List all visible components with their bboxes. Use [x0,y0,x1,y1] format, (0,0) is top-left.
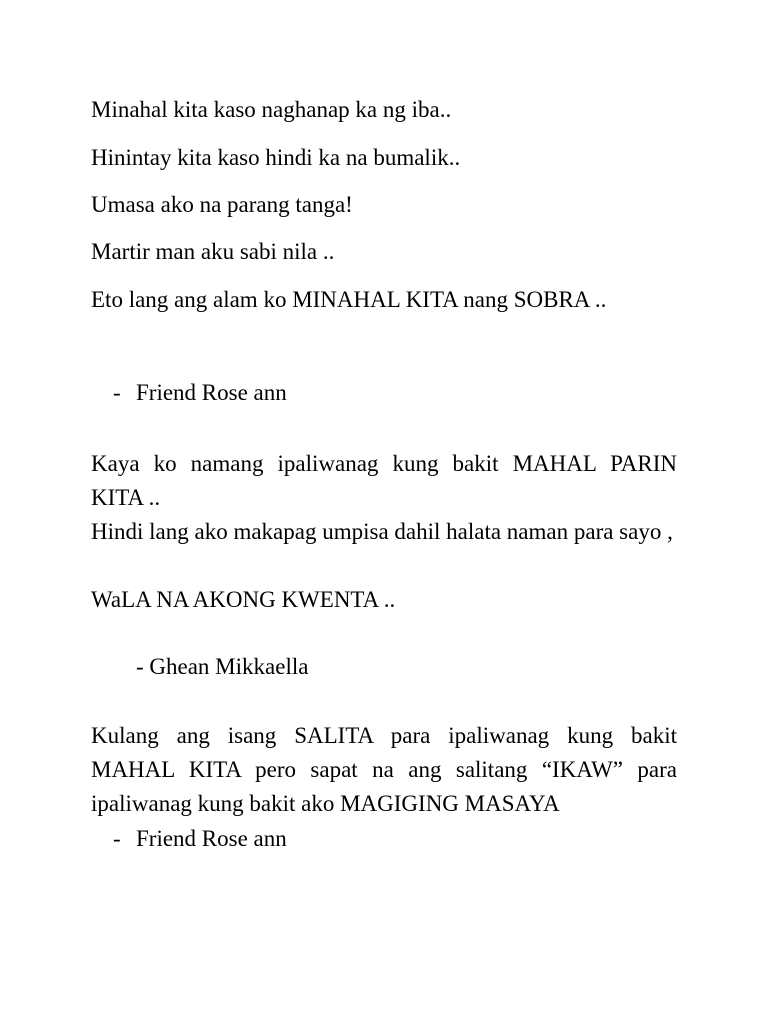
attribution-dash: - [113,380,121,405]
poem2-attribution: - Ghean Mikkaella [136,654,309,679]
poem2-line-3: WaLA NA AKONG KWENTA .. [91,587,396,612]
poem3-attribution [113,826,287,852]
attribution-dash: - [113,826,121,851]
attribution-name: Friend Rose ann [136,380,287,405]
attribution-name: Friend Rose ann [136,826,287,851]
poem1-line-3: Umasa ako na parang tanga! [91,192,353,217]
poem1-line-4: Martir man aku sabi nila .. [91,239,335,264]
poem1-line-2: Hinintay kita kaso hindi ka na bumalik.. [91,145,461,170]
poem3-paragraph: Kulang ang isang SALITA para ipaliwanag kung bakit MAHAL KITA pero sapat na ang salitang “IKAW” para ipaliwanag kung bakit ako MAGIGING MASAYA [91,723,677,816]
poem1-attribution [113,380,287,406]
poem2-paragraph-2: Hindi lang ako makapag umpisa dahil halata naman para sayo , [91,519,673,544]
poem2-paragraph-1: Kaya ko namang ipaliwanag kung bakit MAHAL PARIN KITA .. [91,451,677,510]
poem1-line-1: Minahal kita kaso naghanap ka ng iba.. [91,97,452,122]
poem1-line-5: Eto lang ang alam ko MINAHAL KITA nang SOBRA .. [91,287,607,312]
